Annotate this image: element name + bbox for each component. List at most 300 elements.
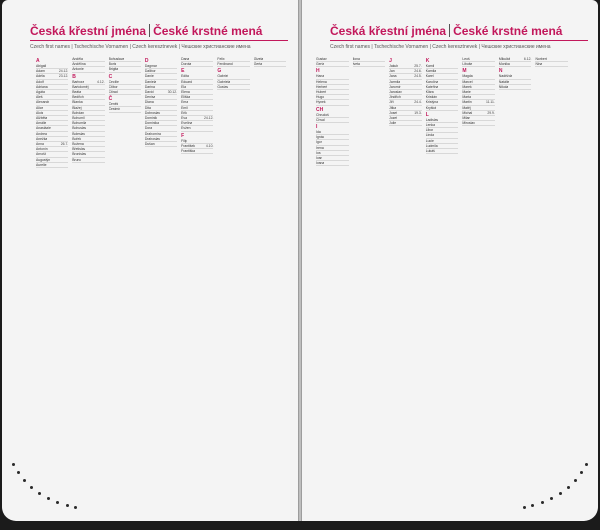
entry-date	[67, 111, 68, 115]
letter-heading: G	[217, 68, 222, 75]
right-title-cz: Česká křestní jména	[330, 24, 447, 38]
entry-date	[176, 116, 177, 120]
entry-date	[421, 106, 422, 110]
name-entry	[181, 149, 213, 154]
name-entry	[72, 67, 104, 72]
entry-date	[494, 85, 495, 89]
entry-date	[176, 111, 177, 115]
entry-name: Boris	[108, 62, 117, 67]
entry-name: Anastázie	[36, 126, 51, 131]
entry-name: Ilona	[352, 57, 360, 61]
entry-date	[212, 139, 213, 143]
letter-heading: I	[316, 124, 318, 131]
entry-name: Herbert	[316, 84, 328, 89]
entry-name: Bedřich	[72, 95, 84, 100]
entry-name: Leoš	[462, 57, 470, 61]
entry-name: Norbert	[535, 57, 547, 61]
entry-date	[348, 95, 349, 99]
entry-date	[104, 67, 105, 71]
name-column	[314, 57, 351, 509]
entry-name: Dobroslav	[144, 110, 161, 115]
entry-name: Anežka	[36, 136, 48, 141]
entry-date	[421, 121, 422, 125]
entry-date: 24.12.	[203, 116, 214, 121]
entry-name: Filip	[181, 138, 188, 143]
letter-heading: L	[425, 111, 429, 118]
name-column	[533, 57, 570, 509]
entry-date	[421, 85, 422, 89]
entry-name: Bohumil	[72, 116, 85, 121]
entry-date	[348, 90, 349, 94]
entry-name: Elena	[181, 90, 190, 95]
entry-date	[348, 113, 349, 117]
entry-date	[348, 130, 349, 134]
entry-date: 19.3.	[414, 110, 422, 115]
entry-name: Daniel	[144, 74, 155, 79]
entry-date	[348, 156, 349, 160]
entry-date: 4.10.	[205, 143, 214, 148]
entry-date	[67, 132, 68, 136]
entry-date	[567, 62, 568, 66]
name-entry	[254, 62, 286, 67]
name-column	[34, 57, 70, 509]
entry-date	[348, 161, 349, 165]
entry-date	[104, 85, 105, 89]
entry-name: Nikola	[498, 84, 509, 89]
entry-name: Lukáš	[425, 149, 435, 154]
letter-heading: F	[181, 132, 185, 139]
entry-date	[67, 137, 68, 141]
entry-name: Chrudoš	[316, 112, 329, 117]
letter-heading: CH	[316, 106, 324, 113]
entry-name: Naděžda	[498, 74, 513, 79]
entry-date	[67, 80, 68, 84]
name-entry	[109, 107, 141, 112]
entry-date: 24.4.	[414, 100, 422, 105]
letter-heading: B	[72, 73, 76, 80]
entry-date: 23.12.	[58, 74, 69, 79]
entry-name: Helena	[316, 79, 327, 84]
entry-date	[176, 80, 177, 84]
entry-name: Evžen	[181, 126, 191, 131]
entry-date	[249, 80, 250, 84]
entry-name: Linda	[425, 133, 435, 138]
entry-date	[421, 90, 422, 94]
entry-name: Kamila	[425, 69, 437, 74]
entry-name: Anna	[36, 142, 44, 147]
name-column	[252, 57, 288, 509]
title-separator	[149, 24, 150, 37]
entry-name: Michal	[462, 110, 473, 115]
entry-name: Augustýn	[36, 157, 51, 162]
name-column	[424, 57, 461, 509]
entry-date	[212, 95, 213, 99]
name-entry	[181, 126, 213, 131]
letter-heading: H	[316, 68, 320, 75]
entry-date	[530, 85, 531, 89]
left-page-header	[30, 22, 288, 62]
entry-date	[249, 85, 250, 89]
entry-name: Gizela	[253, 57, 264, 61]
entry-name: Jaromír	[389, 84, 401, 89]
entry-name: Andělína	[72, 62, 86, 67]
letter-heading: J	[389, 58, 392, 64]
entry-name: Bruno	[72, 157, 82, 162]
decorative-dot	[580, 471, 583, 474]
entry-name: Karolína	[425, 79, 439, 84]
entry-name: Jitka	[389, 105, 397, 110]
entry-name: Diana	[144, 100, 154, 105]
name-entry	[145, 142, 177, 147]
entry-name: Kryštof	[425, 105, 437, 110]
entry-name: Julie	[389, 121, 397, 126]
entry-name: Daniela	[144, 79, 157, 84]
name-entry	[217, 62, 249, 67]
entry-name: Eva	[181, 116, 187, 121]
title-separator	[449, 24, 450, 37]
entry-name: Hubert	[316, 90, 327, 95]
entry-date: 25.7.	[414, 64, 422, 68]
decorative-dot	[574, 479, 577, 482]
entry-name: Bronislav	[72, 152, 87, 157]
entry-date	[67, 121, 68, 125]
entry-date: 6.12.	[523, 57, 532, 61]
entry-name: Arnošt	[36, 152, 46, 157]
entry-date	[348, 74, 349, 78]
entry-date: 24.5.	[414, 74, 422, 79]
entry-date	[176, 126, 177, 130]
entry-name: Gustav	[316, 57, 327, 61]
entry-name: Ida	[316, 130, 321, 135]
left-page	[2, 0, 298, 521]
entry-date	[104, 142, 105, 146]
entry-name: Bohuslav	[72, 126, 87, 131]
entry-date	[176, 69, 177, 73]
entry-date	[249, 74, 250, 78]
name-column	[143, 57, 179, 509]
entry-date	[348, 135, 349, 139]
entry-date	[457, 100, 458, 104]
entry-date	[457, 144, 458, 148]
entry-date	[249, 57, 250, 61]
letter-heading: K	[425, 58, 430, 64]
entry-date	[67, 126, 68, 130]
name-entry	[316, 62, 349, 67]
entry-date	[104, 121, 105, 125]
entry-name: Igor	[316, 140, 322, 145]
entry-name: Dora	[144, 126, 153, 131]
entry-date	[140, 57, 141, 61]
entry-name: Alžběta	[36, 116, 48, 121]
name-column	[351, 57, 388, 509]
entry-date	[104, 126, 105, 130]
entry-date: 30.12.	[167, 90, 178, 95]
entry-name: Dalibor	[144, 69, 156, 74]
entry-date	[457, 133, 458, 137]
entry-name: Jiří	[389, 100, 394, 105]
right-subtitle: Czech first names | Tschechische Vornamen | Czech keresztnevek | Чешские христианские имена	[330, 44, 551, 50]
entry-date	[494, 121, 495, 125]
entry-name: Erik	[181, 110, 187, 115]
entry-date	[348, 85, 349, 89]
entry-date	[457, 64, 458, 68]
entry-date	[421, 95, 422, 99]
entry-date	[212, 106, 213, 110]
entry-date	[104, 137, 105, 141]
entry-name: Boleslav	[72, 131, 86, 136]
entry-date	[67, 95, 68, 99]
entry-name: Emil	[181, 105, 188, 110]
entry-name: Bartoloměj	[72, 84, 89, 89]
entry-date	[457, 139, 458, 143]
decorative-dot	[23, 479, 26, 482]
name-entry	[181, 62, 213, 67]
entry-date	[421, 80, 422, 84]
entry-name: Blažej	[72, 105, 82, 110]
entry-name: Antonie	[72, 67, 84, 72]
name-column	[179, 57, 215, 509]
entry-date	[494, 90, 495, 94]
entry-name: Bohdan	[72, 110, 84, 115]
entry-name: Eliška	[181, 95, 191, 100]
letter-heading: D	[144, 58, 149, 64]
entry-name: Bohumila	[72, 121, 87, 126]
decorative-dot	[541, 501, 544, 504]
entry-date	[176, 100, 177, 104]
entry-date	[212, 90, 213, 94]
name-column	[387, 57, 424, 509]
entry-date	[176, 95, 177, 99]
entry-date	[104, 100, 105, 104]
entry-name: Miroslav	[462, 121, 475, 126]
name-entry	[499, 62, 532, 67]
entry-date	[384, 57, 385, 61]
entry-name: Jindřich	[389, 95, 401, 100]
entry-name: Ivan	[316, 156, 323, 161]
entry-name: Drahomíra	[144, 131, 161, 136]
name-column	[70, 57, 106, 509]
entry-date	[212, 111, 213, 115]
entry-date	[348, 57, 349, 61]
entry-name: Ctibor	[108, 84, 118, 89]
entry-date	[530, 80, 531, 84]
decorative-dot	[47, 497, 50, 500]
entry-date	[348, 62, 349, 66]
entry-name: Evelína	[181, 121, 193, 126]
name-entry	[217, 85, 249, 90]
entry-date	[176, 106, 177, 110]
decorative-dot	[74, 506, 77, 509]
entry-date	[104, 95, 105, 99]
entry-date	[67, 163, 68, 167]
decorative-dot	[585, 463, 588, 466]
entry-date	[212, 85, 213, 89]
right-page	[302, 0, 598, 521]
entry-name: Ignác	[316, 135, 325, 140]
entry-date	[140, 107, 141, 111]
entry-name: Gustav	[217, 84, 229, 89]
entry-name: Magda	[462, 74, 473, 79]
decorative-dot	[550, 497, 553, 500]
entry-date	[104, 62, 105, 66]
name-entry	[462, 62, 495, 67]
name-column	[460, 57, 497, 509]
entry-name: Ivana	[316, 161, 325, 166]
entry-name: Mikuláš	[498, 57, 511, 61]
decorative-dots-right	[522, 461, 592, 511]
entry-name: Lenka	[425, 123, 435, 128]
right-title-sk: České krstné mená	[453, 24, 563, 38]
entry-date: 4.12.	[97, 79, 105, 84]
entry-date	[104, 147, 105, 151]
name-entry	[316, 161, 349, 166]
entry-date	[285, 57, 286, 61]
entry-date: 24.12.	[58, 69, 69, 74]
entry-date	[530, 74, 531, 78]
entry-date	[348, 140, 349, 144]
entry-name: František	[181, 143, 196, 148]
entry-date	[494, 106, 495, 110]
letter-heading: Č	[108, 96, 113, 103]
entry-name: Marie	[462, 90, 471, 95]
entry-name: Karel	[425, 74, 434, 79]
entry-date	[212, 126, 213, 130]
entry-date	[494, 62, 495, 66]
entry-name: Aurelie	[36, 162, 47, 167]
entry-date	[176, 142, 177, 146]
decorative-dot	[17, 471, 20, 474]
entry-date	[176, 132, 177, 136]
entry-date	[494, 95, 495, 99]
name-column	[497, 57, 534, 509]
entry-date	[104, 132, 105, 136]
entry-date	[249, 62, 250, 66]
letter-heading: A	[36, 58, 40, 64]
letter-heading: N	[498, 68, 503, 75]
entry-name: Eduard	[181, 79, 193, 84]
decorative-dot	[567, 486, 570, 489]
entry-date	[494, 57, 495, 61]
entry-date	[67, 64, 68, 68]
entry-name: Denisa	[144, 95, 156, 100]
entry-name: Kristián	[425, 95, 438, 100]
name-entry	[109, 67, 141, 72]
entry-date	[384, 62, 385, 66]
entry-date	[285, 62, 286, 66]
entry-name: Iveta	[352, 62, 360, 67]
entry-date	[176, 137, 177, 141]
entry-date	[140, 62, 141, 66]
name-entry	[499, 85, 532, 90]
entry-name: Beáta	[72, 90, 82, 95]
name-entry	[316, 100, 349, 105]
entry-name: Darina	[144, 84, 155, 89]
entry-name: Marcel	[462, 79, 473, 84]
entry-date	[348, 100, 349, 104]
entry-date	[530, 62, 531, 66]
entry-date	[140, 67, 141, 71]
entry-date	[140, 90, 141, 94]
entry-name: Dita	[144, 105, 151, 110]
entry-date	[67, 158, 68, 162]
entry-date	[104, 152, 105, 156]
entry-name: Gerta	[316, 62, 325, 67]
entry-date	[494, 80, 495, 84]
entry-name: Matěj	[462, 105, 471, 110]
entry-date	[457, 85, 458, 89]
entry-name: Drahoslav	[144, 136, 161, 141]
entry-date	[104, 90, 105, 94]
entry-date	[212, 121, 213, 125]
entry-name: Františka	[181, 149, 196, 154]
entry-date	[457, 123, 458, 127]
entry-name: Jaroslav	[389, 90, 402, 95]
entry-name: Hugo	[316, 95, 325, 100]
entry-date	[348, 80, 349, 84]
entry-name: Jana	[389, 74, 397, 79]
left-subtitle: Czech first names | Tschechische Vornamen | Czech keresztnevek | Чешские христианские имена	[30, 44, 251, 50]
entry-date	[348, 118, 349, 122]
entry-name: Libor	[425, 128, 434, 133]
entry-date	[457, 74, 458, 78]
entry-name: Ludmila	[425, 143, 438, 148]
entry-name: Brigita	[108, 67, 119, 72]
left-name-columns	[34, 57, 288, 509]
entry-name: Josef	[389, 110, 398, 115]
entry-date	[176, 85, 177, 89]
entry-name: Jozef	[389, 116, 398, 121]
entry-name: Dagmar	[144, 64, 157, 68]
entry-name: Edita	[181, 74, 189, 79]
entry-name: Bořek	[72, 136, 82, 141]
entry-name: Anděla	[72, 57, 83, 61]
entry-name: Jarmila	[389, 79, 401, 84]
letter-heading: C	[108, 73, 113, 80]
entry-date	[104, 57, 105, 61]
entry-date	[457, 95, 458, 99]
entry-name: Kristýna	[425, 100, 438, 105]
decorative-dot	[559, 492, 562, 495]
entry-date	[104, 111, 105, 115]
name-entry	[426, 149, 459, 154]
left-title-sk: České krstné mená	[153, 24, 263, 38]
entry-name: Dominika	[144, 121, 159, 126]
entry-name: David	[144, 90, 154, 95]
decorative-dot	[30, 486, 33, 489]
entry-name: Cecílie	[108, 79, 119, 84]
entry-name: Gerta	[253, 62, 263, 67]
entry-name: Klára	[425, 90, 434, 95]
name-entry	[462, 121, 495, 126]
entry-name: Adriana	[36, 84, 48, 89]
entry-date	[457, 128, 458, 132]
right-page-header	[330, 22, 588, 62]
entry-name: Ladislav	[425, 117, 439, 122]
entry-date	[457, 106, 458, 110]
entry-name: Dominik	[144, 116, 158, 121]
entry-name: Božena	[72, 142, 84, 147]
entry-name: Irena	[316, 145, 324, 150]
entry-name: Martin	[462, 100, 472, 105]
entry-date: 24.6.	[414, 69, 422, 74]
entry-name: Adolf	[36, 79, 44, 84]
entry-name: Alice	[36, 105, 44, 110]
entry-date	[494, 74, 495, 78]
entry-name: Aleš	[36, 95, 43, 100]
entry-date	[67, 90, 68, 94]
title-underline	[330, 40, 588, 41]
entry-name: Hynek	[316, 100, 326, 105]
